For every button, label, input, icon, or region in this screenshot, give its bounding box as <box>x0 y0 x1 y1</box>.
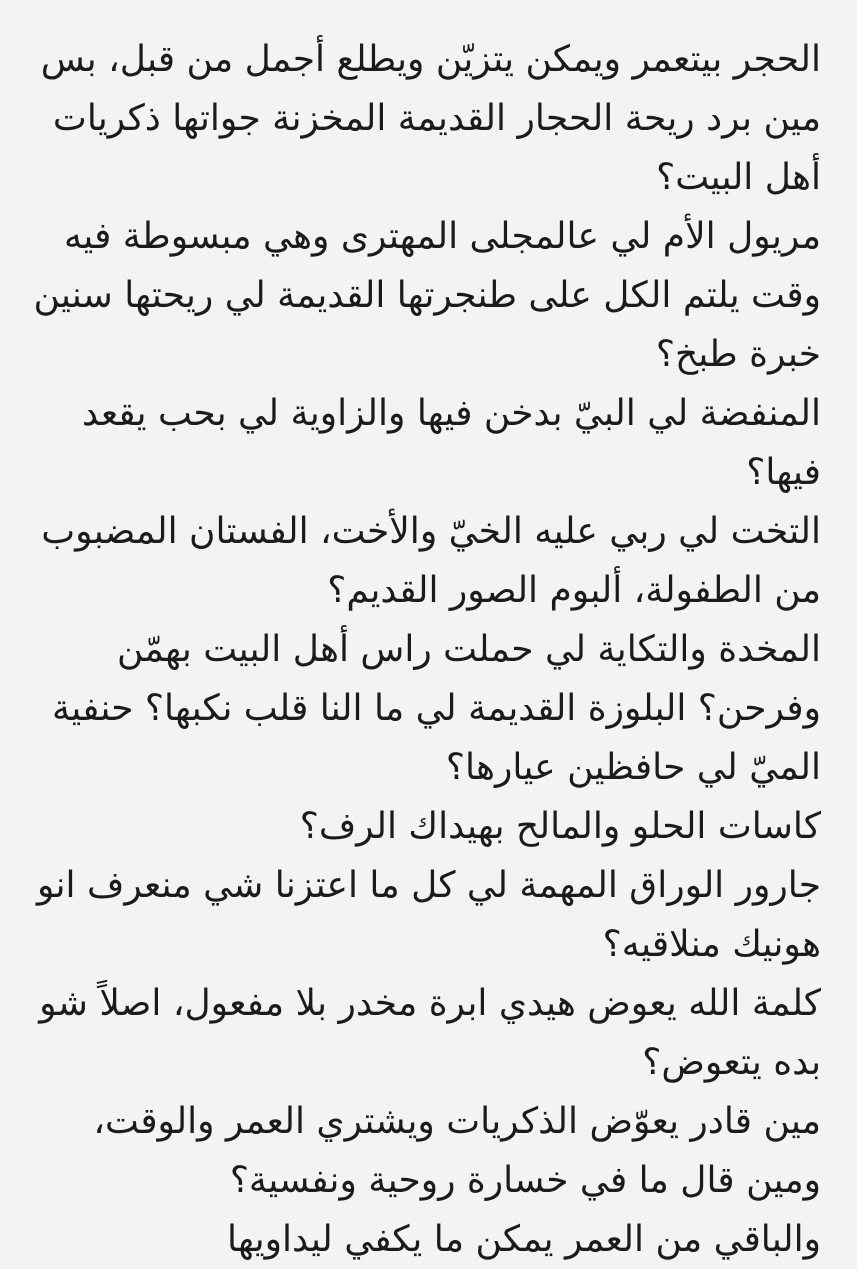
text-line: وقت يلتم الكل على طنجرتها القديمة لي ريحتها سنين <box>33 275 821 316</box>
text-line: من الطفولة، ألبوم الصور القديم؟ <box>327 570 821 611</box>
text-line: ومين قال ما في خسارة روحية ونفسية؟ <box>229 1160 821 1201</box>
text-line: وفرحن؟ البلوزة القديمة لي ما النا قلب نكبها؟ حنفية <box>51 688 821 729</box>
text-line: المخدة والتكاية لي حملت راس أهل البيت بهمّن <box>116 629 821 670</box>
text-line: الحجر بيتعمر ويمكن يتزيّن ويطلع أجمل من قبل، بس <box>40 39 821 80</box>
text-line: التخت لي ربي عليه الخيّ والأخت، الفستان المضبوب <box>41 511 821 552</box>
text-line: كاسات الحلو والمالح بهيداك الرف؟ <box>299 806 821 847</box>
text-line: أهل البيت؟ <box>656 157 821 198</box>
text-line: والباقي من العمر يمكن ما يكفي ليداويها <box>227 1219 821 1260</box>
document-text <box>30 30 821 1269</box>
text-line: جارور الوراق المهمة لي كل ما اعتزنا شي منعرف انو <box>36 865 821 906</box>
text-line: هونيك منلاقيه؟ <box>602 924 821 965</box>
text-line: المنفضة لي البيّ بدخن فيها والزاوية لي بحب يقعد <box>82 393 821 434</box>
text-line: خبرة طبخ؟ <box>655 334 821 375</box>
text-line: فيها؟ <box>746 452 821 493</box>
text-line: مريول الأم لي عالمجلى المهترى وهي مبسوطة فيه <box>63 216 821 257</box>
text-line: بده يتعوض؟ <box>642 1042 821 1083</box>
text-line: مين برد ريحة الحجار القديمة المخزنة جواتها ذكريات <box>52 98 821 139</box>
text-line: كلمة الله يعوض هيدي ابرة مخدر بلا مفعول، اصلاً شو <box>39 983 821 1024</box>
text-line: مين قادر يعوّض الذكريات ويشتري العمر والوقت، <box>93 1101 821 1142</box>
text-line: الميّ لي حافظين عيارها؟ <box>445 747 821 788</box>
